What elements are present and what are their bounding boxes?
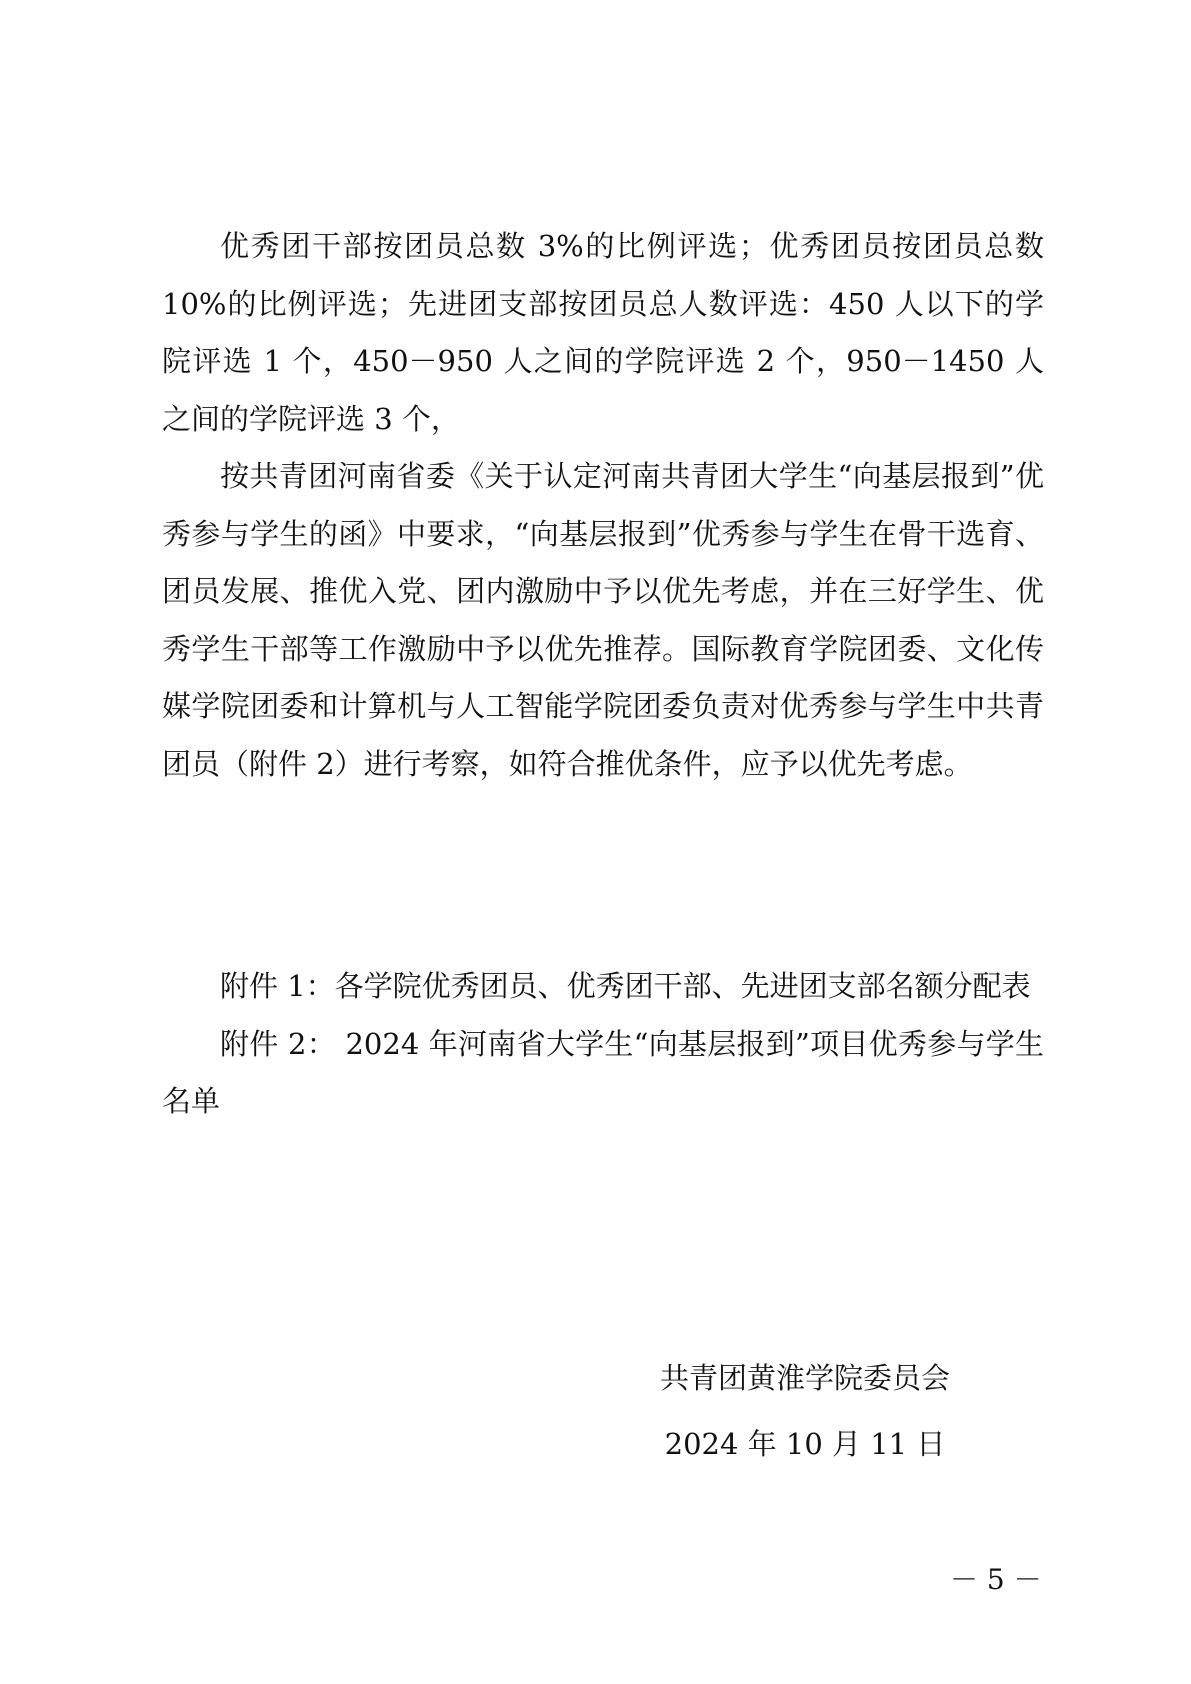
signature-organization: 共青团黄淮学院委员会 bbox=[659, 1361, 950, 1395]
attachment-list bbox=[162, 958, 1044, 1131]
attachment-2: 附件 2： 2024 年河南省大学生“向基层报到”项目优秀参与学生名单 bbox=[162, 1026, 1044, 1118]
attachment-1: 附件 1：各学院优秀团员、优秀团干部、先进团支部名额分配表 bbox=[220, 969, 1031, 1003]
paragraph-selection-quota: 优秀团干部按团员总数 3%的比例评选；优秀团员按团员总数 10%的比例评选；先进团支部按团员总人数评选：450 人以下的学院评选 1 个，450－950 人之间的学院评选 2 个，950－1450 人之间的学院评选 3 个， bbox=[162, 229, 1044, 436]
signature-date: 2024 年 10 月 11 日 bbox=[664, 1427, 946, 1461]
page-number: － 5 － bbox=[950, 1563, 1042, 1596]
body-text bbox=[162, 218, 1044, 793]
paragraph-priority-consideration: 按共青团河南省委《关于认定河南共青团大学生“向基层报到”优秀参与学生的函》中要求，“向基层报到”优秀参与学生在骨干选育、团员发展、推优入党、团内激励中予以优先考虑，并在三好学生、优秀学生干部等工作激励中予以优先推荐。国际教育学院团委、文化传媒学院团委和计算机与人工智能学院团委负责对优秀参与学生中共青团员（附件 2）进行考察，如符合推优条件，应予以优先考虑。 bbox=[162, 459, 1044, 781]
